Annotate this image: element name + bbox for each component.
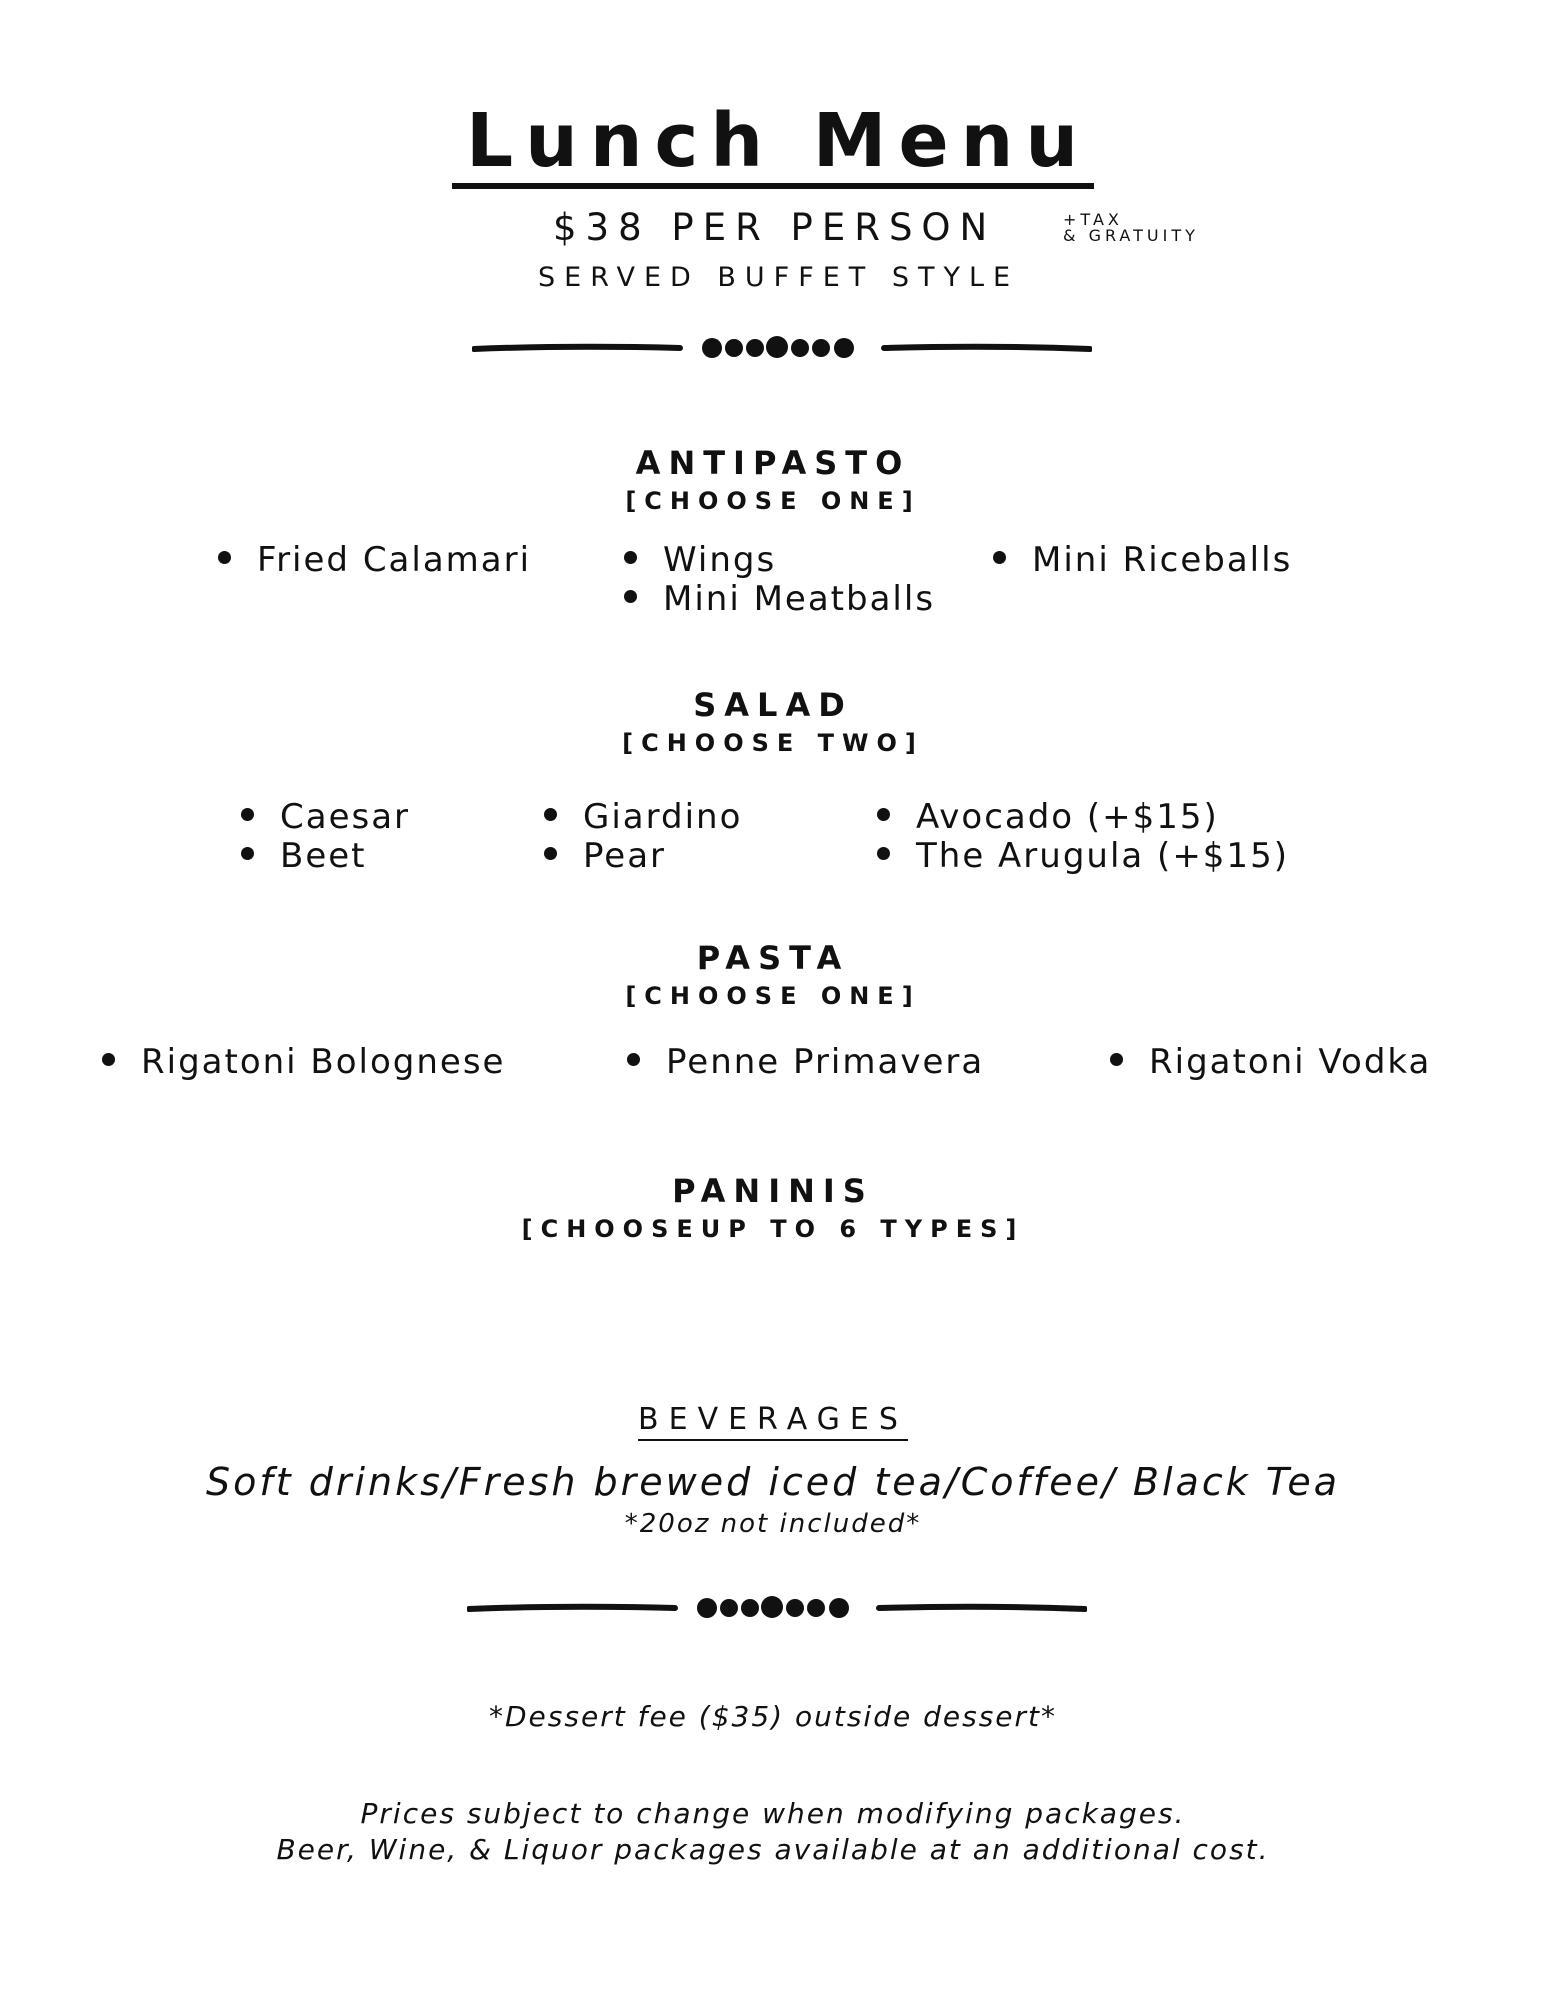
dessert-fee-note: *Dessert fee ($35) outside dessert*	[489, 1700, 1057, 1733]
salad-subheading: [CHOOSE TWO]	[622, 729, 924, 757]
bullet-icon	[241, 847, 254, 860]
bullet-icon	[877, 847, 890, 860]
bullet-icon	[241, 808, 254, 821]
bullet-icon	[544, 847, 557, 860]
packages-note: Beer, Wine, & Liquor packages available at an additional cost.	[276, 1833, 1270, 1866]
paninis-subheading: [CHOOSEUP TO 6 TYPES]	[521, 1215, 1025, 1243]
menu-item: The Arugula (+$15)	[877, 836, 1289, 876]
pasta-heading: PASTA	[696, 939, 850, 977]
menu-item: Beet	[241, 836, 367, 876]
price-per-person: $38 PER PERSON	[553, 206, 997, 249]
menu-title: Lunch Menu	[0, 98, 1546, 189]
bullet-icon	[218, 551, 231, 564]
bullet-icon	[102, 1053, 115, 1066]
menu-item: Avocado (+$15)	[877, 797, 1219, 837]
menu-item: Rigatoni Vodka	[1110, 1042, 1431, 1082]
served-style: SERVED BUFFET STYLE	[538, 262, 1020, 293]
tax-gratuity-note: +TAX & GRATUITY	[1063, 210, 1199, 245]
menu-item: Fried Calamari	[218, 540, 531, 580]
salad-heading: SALAD	[693, 686, 853, 724]
bullet-icon	[624, 590, 637, 603]
beverages-heading: BEVERAGES	[0, 1402, 1546, 1437]
antipasto-heading: ANTIPASTO	[635, 444, 911, 482]
pasta-subheading: [CHOOSE ONE]	[625, 982, 921, 1010]
bullet-icon	[877, 808, 890, 821]
menu-item: Mini Meatballs	[624, 579, 935, 619]
paninis-heading: PANINIS	[672, 1172, 874, 1210]
menu-item: Penne Primavera	[627, 1042, 984, 1082]
menu-item: Giardino	[544, 797, 742, 837]
beverages-note: *20oz not included*	[624, 1509, 922, 1539]
bullet-icon	[993, 551, 1006, 564]
bullet-icon	[624, 551, 637, 564]
ornament-divider-bottom	[467, 1593, 1087, 1623]
menu-item: Wings	[624, 540, 776, 580]
bullet-icon	[1110, 1053, 1123, 1066]
menu-item: Caesar	[241, 797, 410, 837]
menu-item: Pear	[544, 836, 666, 876]
menu-item: Mini Riceballs	[993, 540, 1292, 580]
bullet-icon	[627, 1053, 640, 1066]
bullet-icon	[544, 808, 557, 821]
antipasto-subheading: [CHOOSE ONE]	[625, 487, 921, 515]
beverages-list: Soft drinks/Fresh brewed iced tea/Coffee/ Black Tea	[206, 1460, 1340, 1504]
menu-item: Rigatoni Bolognese	[102, 1042, 505, 1082]
ornament-divider-top	[472, 333, 1092, 363]
prices-note: Prices subject to change when modifying packages.	[360, 1797, 1186, 1830]
